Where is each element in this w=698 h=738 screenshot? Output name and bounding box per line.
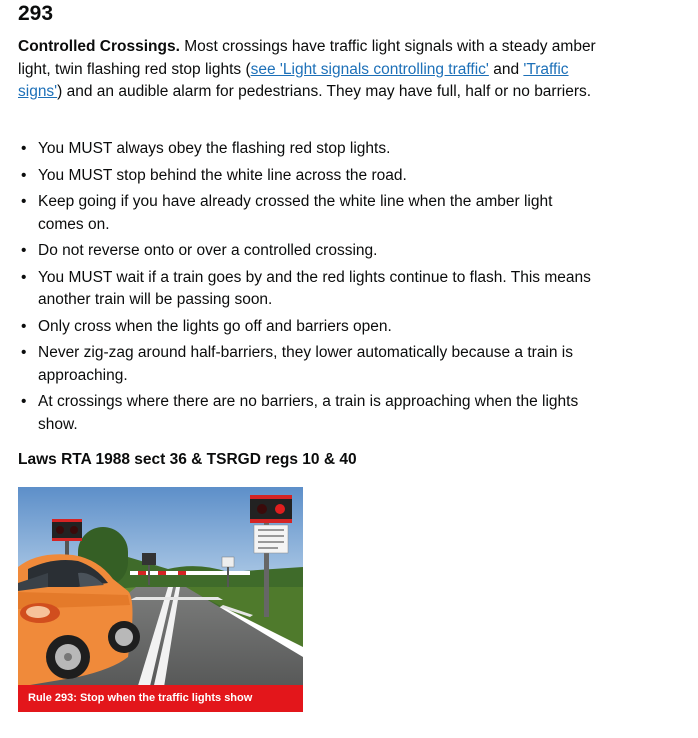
rule-intro — [18, 36, 598, 104]
bullet-icon: • — [21, 268, 27, 286]
rule-bullet-list — [18, 138, 598, 440]
crossing-photo — [18, 487, 303, 712]
list-item: • Keep going if you have already crossed the white line when the amber light comes on. — [21, 193, 553, 233]
bullet-icon: • — [21, 166, 27, 184]
level-crossing-illustration — [18, 487, 303, 712]
bullet-icon: • — [21, 140, 27, 157]
list-item: • At crossings where there are no barriers, a train is approaching when the lights show. — [21, 393, 579, 433]
bullet-icon: • — [21, 393, 27, 410]
list-item: • You MUST stop behind the white line across the road. — [18, 165, 598, 188]
bullet-icon: • — [21, 317, 27, 335]
image-caption: Rule 293: Stop when the traffic lights show — [18, 685, 303, 712]
intro-text-1: Most crossings have traffic light signals with a steady amber light, twin flashing red stop lights ( — [18, 38, 596, 78]
link-light-signals[interactable]: see 'Light signals controlling traffic' — [250, 60, 489, 78]
list-item: • Only cross when the lights go off and barriers open. — [18, 316, 598, 339]
list-item: • You MUST wait if a train goes by and the red lights continue to flash. This means another train will be passing soon. — [21, 268, 591, 308]
intro-text-2: and — [488, 60, 524, 78]
rule-number: 293 — [18, 2, 54, 25]
link-traffic-signs[interactable]: 'Traffic signs' — [18, 60, 569, 100]
bullet-icon: • — [21, 344, 27, 361]
laws-reference: Laws RTA 1988 sect 36 & TSRGD regs 10 & 40 — [18, 451, 357, 468]
intro-text-3: ) and an audible alarm for pedestrians. They may have full, half or no barriers. — [57, 83, 592, 100]
list-item: • Do not reverse onto or over a controlled crossing. — [18, 240, 598, 263]
list-item: • You MUST always obey the flashing red stop lights. — [18, 138, 598, 161]
list-item: • Never zig-zag around half-barriers, they lower automatically because a train is approaching. — [21, 344, 573, 384]
rule-heading: Controlled Crossings. — [18, 38, 180, 55]
bullet-icon: • — [21, 193, 27, 210]
bullet-icon: • — [21, 242, 27, 259]
